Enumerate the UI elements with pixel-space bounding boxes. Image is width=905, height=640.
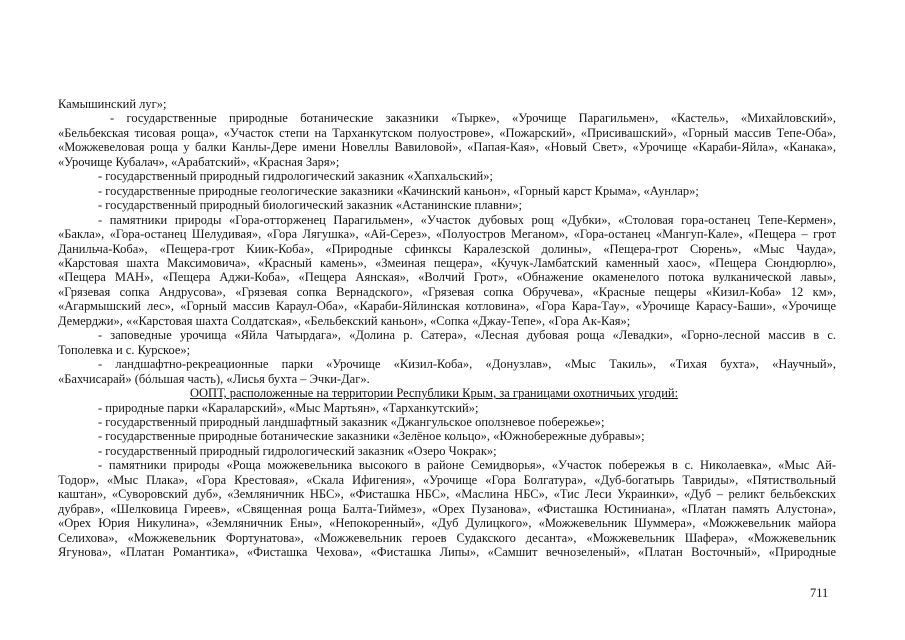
text-line: - государственный природный ландшафтный заказник «Джангульское оползневое побережье»; — [98, 414, 605, 429]
page-text — [58, 97, 836, 560]
text-line: - природные парки «Караларский», «Мыс Мартьян», «Тарханкутский»; — [98, 400, 479, 415]
text-line: «Бельбекская тисовая роща», «Участок степи на Тарханкутском полуострове», «Пожарский», «Присивашский», «Горный массив Тепе-Оба», — [58, 125, 836, 140]
text-line: «Бакла», «Гора-останец Шелудивая», «Гора Лягушка», «Ай-Серез», «Полуостров Меганом», «Гора-останец «Мангуп-Кале», «Пещера – грот — [58, 227, 836, 242]
text-line: - памятники природы «Роща можжевельника высокого в районе Семидворья», «Участок побережья в с. Николаевка», «Мыс Ай- — [98, 458, 836, 473]
text-line: Ягунова», «Платан Романтика», «Фисташка Чехова», «Фисташка Липы», «Самшит вечнозеленый», «Платан Восточный», «Природные — [58, 545, 836, 560]
text-line: - государственные природные геологические заказники «Качинский каньон», «Горный карст Крыма», «Аунлар»; — [98, 183, 699, 198]
text-line: «Урочище Кубалач», «Арабатский», «Красная Заря»; — [58, 154, 340, 169]
text-line: «Можжевеловая роща у балки Канлы-Дере имени Новеллы Вавиловой», «Папая-Кая», «Новый Свет», «Урочище «Караби-Яйла», «Канака», — [58, 140, 836, 155]
text-line: каштан», «Суворовский дуб», «Земляничник НБС», «Фисташка НБС», «Маслина НБС», «Тис Леси Украинки», «Дуб – реликт бельбекских — [58, 487, 836, 502]
text-line: - ландшафтно-рекреационные парки «Урочище «Кизил-Коба», «Донузлав», «Мыс Такиль», «Тихая бухта», «Научный», — [98, 357, 836, 372]
text-line: «Агармышский лес», «Горный массив Караул-Оба», «Караби-Яйлинская котловина», «Гора Кара-Тау», «Урочище Карасу-Баши», «Урочище — [58, 299, 836, 314]
text-line: «Бахчисарай» (бóльшая часть), «Лисья бухта – Эчки-Даг». — [58, 371, 370, 386]
text-line: Данильча-Коба», «Пещера-грот Киик-Коба», «Природные сфинксы Каралезской долины», «Пещера-грот Сюрень», «Мыс Чауда», — [58, 241, 836, 256]
text-line: дубрав», «Шелковица Гиреев», «Священная роща Балта-Тиймез», «Орех Пузанова», «Фисташка Юстиниана», «Платан память Алустона», — [58, 501, 836, 516]
text-line: - государственный природный гидрологический заказник «Озеро Чокрак»; — [98, 443, 497, 458]
text-line: «Карстовая шахта Максимовича», «Красный камень», «Змеиная пещера», «Кучук-Ламбатский каменный хаос», «Пещера Сюндюрлю», — [58, 255, 836, 270]
text-line: Селихова», «Можжевельник Фортунатова», «Можжевельник героев Судакского десанта», «Можжевельник Шафера», «Можжевельник — [58, 530, 836, 545]
text-line: - заповедные урочища «Яйла Чатырдага», «Долина р. Сатера», «Лесная дубовая роща «Левадки», «Горно-лесной массив в с. — [98, 328, 836, 343]
text-line: Тополевка и с. Курское»; — [58, 342, 191, 357]
text-line: Демерджи», ««Карстовая шахта Солдатская», «Бельбекский каньон», «Сопка «Джау-Тепе», «Гора Ак-Кая»; — [58, 313, 631, 328]
text-line: - государственный природный гидрологический заказник «Хапхальский»; — [98, 169, 493, 184]
text-line: Тодор», «Мыс Плака», «Гора Крестовая», «Скала Ифигения», «Урочище «Гора Болгатура», «Дуб-богатырь Тавриды», «Пятиствольный — [58, 472, 836, 487]
text-line: - государственные природные ботанические заказники «Тырке», «Урочище Парагильмен», «Кастель», «Михайловский», — [110, 111, 836, 126]
section-heading: ООПТ, расположенные на территории Республики Крым, за границами охотничьих угодий: — [190, 386, 679, 401]
text-line: «Орех Юрия Никулина», «Земляничник Ены», «Непокоренный», «Дуб Дулицкого», «Можжевельник Шуммера», «Можжевельник майора — [58, 516, 836, 531]
text-line: Камышинский луг»; — [58, 97, 167, 111]
text-line: - памятники природы «Гора-отторженец Парагильмен», «Участок дубовых рощ «Дубки», «Столовая гора-останец Тепе-Кермен», — [98, 212, 836, 227]
text-line: «Грязевая сопка Андрусова», «Грязевая сопка Вернадского», «Грязевая сопка Обручева», «Красные пещеры «Кизил-Коба» 12 км», — [58, 284, 836, 299]
text-line: - государственный природный биологический заказник «Астанинские плавни»; — [98, 198, 523, 213]
text-line: - государственные природные ботанические заказники «Зелёное кольцо», «Южнобережные дубравы»; — [98, 429, 645, 444]
page-number: 711 — [810, 586, 829, 600]
text-line: «Пещера МАН», «Пещера Аджи-Коба», «Пещера Аянская», «Волчий Грот», «Обнажение окаменелого потока вулканической лавы», — [58, 270, 836, 285]
